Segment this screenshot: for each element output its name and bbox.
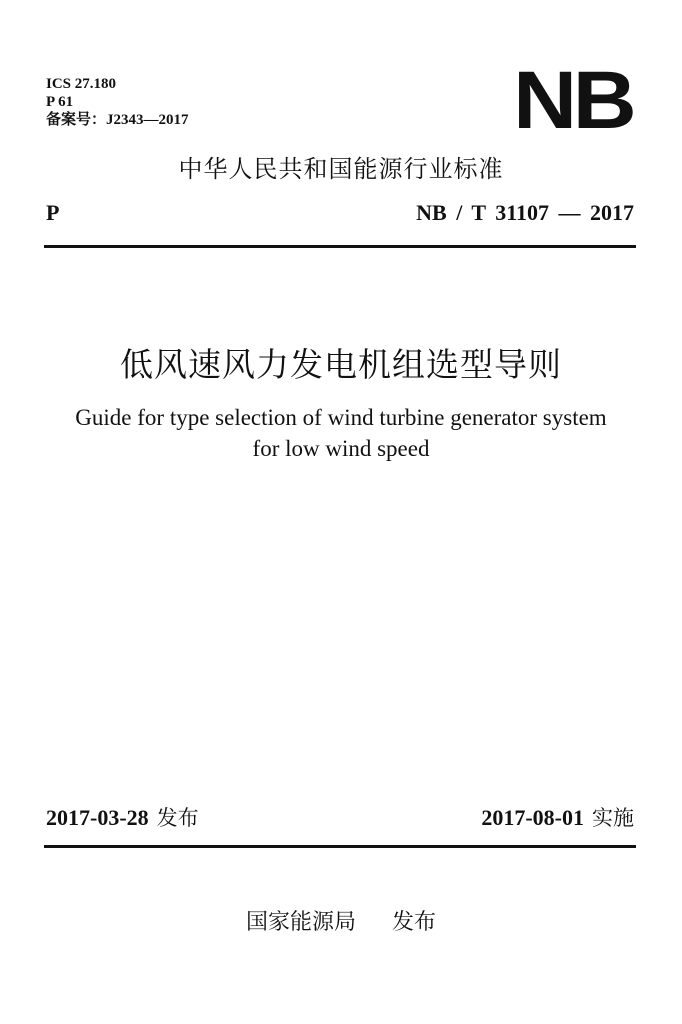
title-english [0, 402, 682, 464]
bottom-divider [44, 845, 636, 848]
issuer-line [0, 908, 682, 938]
issuer-name: 国家能源局 [245, 910, 356, 935]
implement-label: 实施 [592, 806, 634, 830]
title-english-line2: for low wind speed [252, 436, 430, 461]
document-metadata [46, 75, 189, 129]
ics-code: ICS 27.180 [46, 76, 117, 92]
standard-code: NB / T 31107 — 2017 [416, 200, 634, 225]
issue-date: 2017-03-28 [46, 805, 149, 830]
record-number: 备案号：J2343—2017 [46, 112, 189, 128]
standard-type-heading: 中华人民共和国能源行业标准 [178, 155, 504, 183]
classification-letter: P [46, 200, 60, 225]
implement-date: 2017-08-01 [481, 805, 584, 830]
issue-date-block [46, 803, 199, 833]
title-chinese: 低风速风力发电机组选型导则 [120, 345, 562, 384]
top-divider [44, 245, 636, 248]
class-code: P 61 [46, 94, 74, 110]
implement-date-block [481, 803, 634, 833]
title-english-line1: Guide for type selection of wind turbine generator system [75, 405, 607, 430]
issuer-action: 发布 [392, 910, 437, 935]
nb-logo: NB [512, 55, 632, 146]
issue-label: 发布 [156, 806, 199, 830]
